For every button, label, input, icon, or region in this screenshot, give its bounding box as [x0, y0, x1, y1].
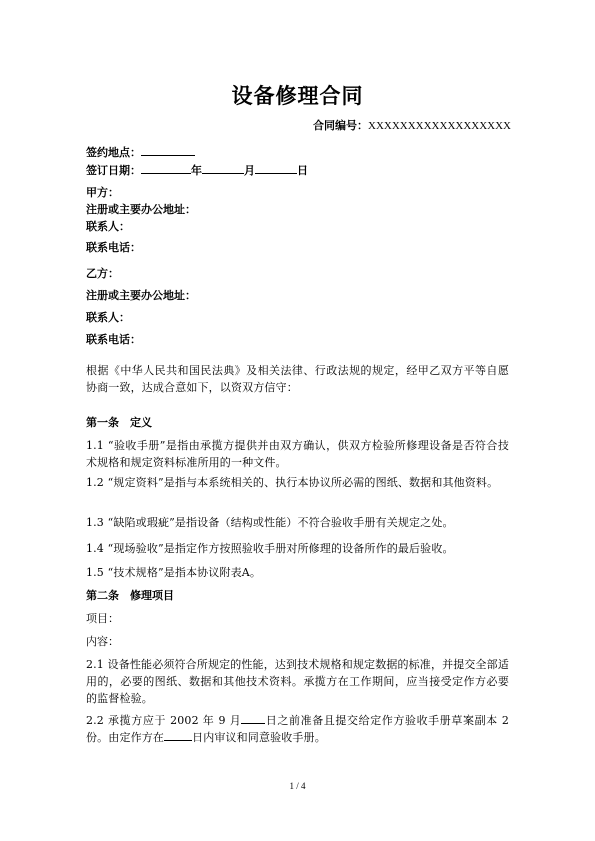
party-b-block [86, 265, 509, 348]
party-a-block [86, 184, 509, 256]
year-blank [141, 161, 191, 174]
clause-text-part: 日之前准备且提交给定作方验收手册草案副本 2 份。由定作方在 [86, 714, 510, 744]
clause-text-part: 日内审议和同意验收手册。 [192, 731, 326, 744]
party-b-address-label: 注册或主要办公地址： [86, 289, 196, 302]
sign-date-line [86, 161, 509, 179]
article-2-item-1 [86, 656, 509, 707]
definition-text: 1.4 “现场验收”是指定作方按照验收手册对所修理的设备所作的最后验收。 [86, 542, 454, 555]
article-2 [86, 587, 509, 604]
day-char: 日 [297, 164, 308, 177]
project-label: 项目： [86, 612, 119, 625]
contract-number-value: XXXXXXXXXXXXXXXXXX [368, 120, 511, 132]
article-1-item-2 [86, 474, 509, 491]
month-blank [202, 161, 244, 174]
day-blank [255, 161, 297, 174]
definition-text: 1.1 “验收手册”是指由承揽方提供并由双方确认，供双方检验所修理设备是否符合技术规格和规定资料标准所用的一种文件。 [86, 439, 509, 469]
contract-number [313, 117, 511, 133]
contract-number-label: 合同编号： [313, 119, 368, 132]
preamble-block [86, 362, 509, 396]
article-1-item-1 [86, 437, 509, 471]
clause-text-part: 2.2 承揽方应于 2002 年 9 月 [86, 714, 242, 727]
preamble-text: 根据《中华人民共和国民法典》及相关法律、行政法规的规定，经甲乙双方平等自愿协商一致，达成合意如下，以资双方信守： [86, 364, 509, 394]
party-a-address-label: 注册或主要办公地址： [86, 203, 196, 216]
party-b-phone-label: 联系电话： [86, 333, 141, 346]
definition-text: 1.2 “规定资料”是指与本系统相关的、执行本协议所必需的图纸、数据和其他资料。 [86, 476, 499, 489]
month-char: 月 [244, 164, 255, 177]
project-line [86, 610, 509, 627]
article-2-item-2 [86, 712, 509, 746]
year-char: 年 [191, 164, 202, 177]
article-1-item-3 [86, 514, 509, 531]
party-b-label: 乙方： [86, 267, 119, 280]
article-1-item-5 [86, 564, 509, 581]
article-1-heading: 第一条 定义 [86, 416, 152, 429]
definition-text: 1.5 “技术规格”是指本协议附表A。 [86, 566, 262, 579]
sign-date-label: 签订日期： [86, 164, 141, 177]
sign-place-label: 签约地点： [86, 146, 141, 159]
days-blank [164, 729, 192, 741]
content-label: 内容： [86, 635, 119, 648]
party-a-contact-label: 联系人： [86, 220, 130, 233]
definition-text: 1.3 “缺陷或瑕疵”是指设备（结构或性能）不符合验收手册有关规定之处。 [86, 516, 454, 529]
article-2-heading: 第二条 修理项目 [86, 589, 174, 602]
party-a-label: 甲方： [86, 186, 119, 199]
clause-text [86, 712, 509, 746]
article-1-item-4 [86, 540, 509, 557]
signing-info [86, 143, 509, 179]
document-title: 设备修理合同 [231, 84, 364, 108]
sign-place-blank [141, 143, 195, 156]
clause-text: 2.1 设备性能必须符合所规定的性能，达到技术规格和规定数据的标准，并提交全部适用的，必要的图纸、数据和其他技术资料。承揽方在工作期间，应当接受定作方必要的监督检验。 [86, 658, 509, 705]
party-a-phone-label: 联系电话： [86, 241, 141, 254]
party-b-contact-label: 联系人： [86, 311, 130, 324]
sign-place-line [86, 143, 509, 161]
day-blank [241, 712, 265, 724]
page-number: 1 / 4 [289, 781, 306, 791]
article-1 [86, 414, 509, 431]
content-line [86, 633, 509, 650]
